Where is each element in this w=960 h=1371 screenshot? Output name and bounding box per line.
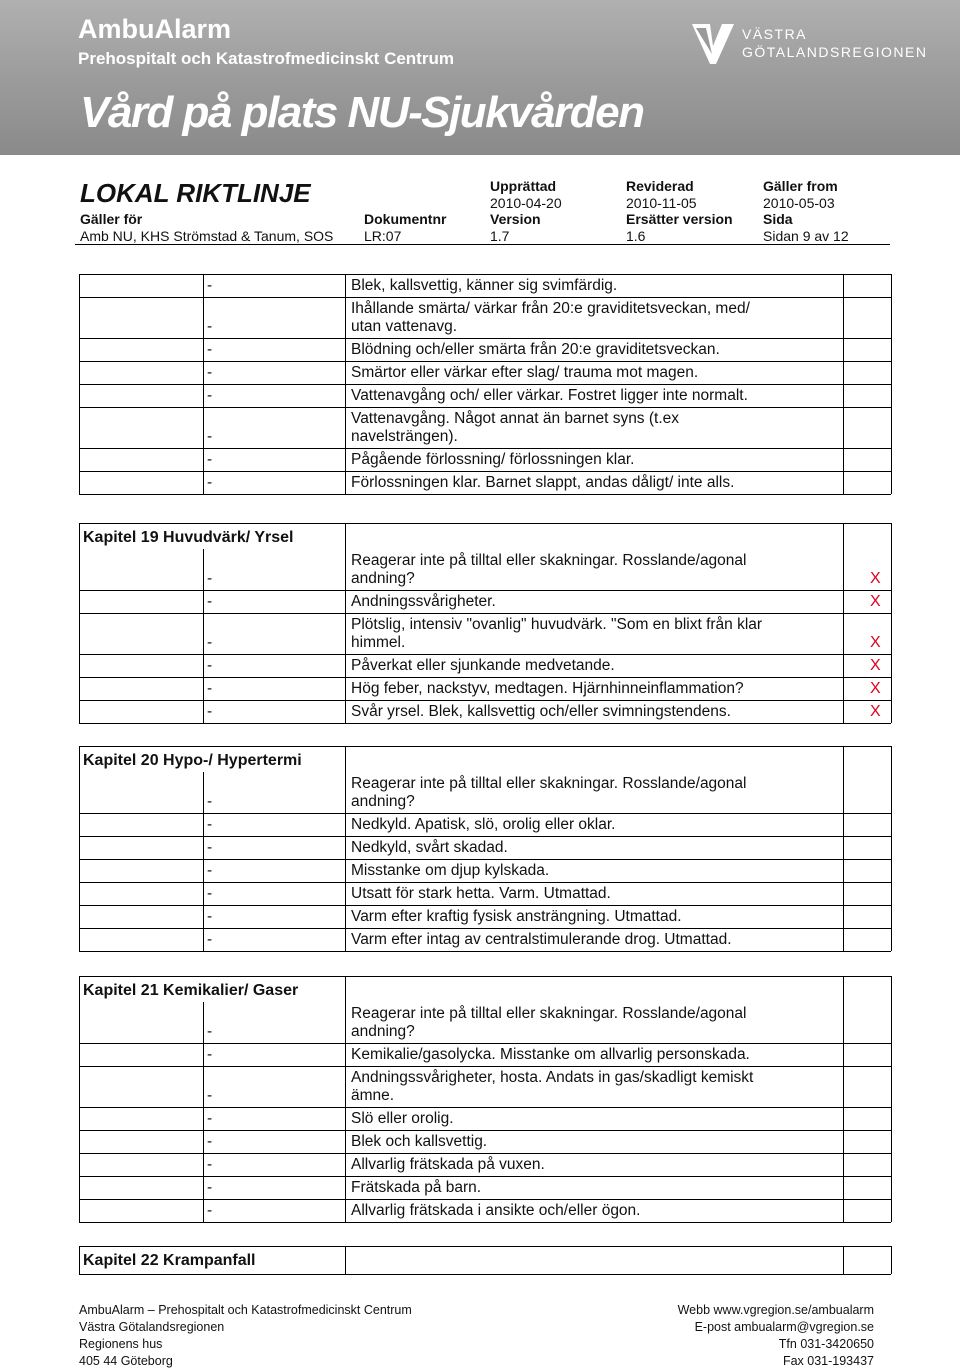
list-item <box>0 1130 960 1153</box>
table-rule <box>79 746 891 747</box>
list-item <box>0 836 960 859</box>
list-item <box>0 677 960 700</box>
chapter-title: Kapitel 20 Hypo-/ Hypertermi <box>83 752 302 769</box>
item-bullet: - <box>207 1023 213 1040</box>
app-name: AmbuAlarm <box>78 14 232 44</box>
list-item <box>0 813 960 836</box>
list-item <box>0 297 960 338</box>
item-text: himmel. <box>351 634 406 651</box>
item-text: Varm efter kraftig fysisk ansträngning. Utmattad. <box>351 908 682 925</box>
priority-mark: X <box>870 593 881 610</box>
item-bullet: - <box>207 1202 213 1219</box>
item-bullet: - <box>207 657 213 674</box>
footer-phone: Tfn 031-3420650 <box>778 1337 874 1351</box>
priority-mark: X <box>870 657 881 674</box>
item-bullet: - <box>207 839 213 856</box>
item-bullet: - <box>207 816 213 833</box>
table-column-rule <box>345 274 346 494</box>
table-column-rule <box>843 1246 844 1274</box>
chapter-title: Kapitel 21 Kemikalier/ Gaser <box>83 982 299 999</box>
list-item <box>0 654 960 677</box>
table-column-rule <box>891 523 892 723</box>
table-column-rule <box>345 1246 346 1274</box>
list-item <box>0 361 960 384</box>
table-column-rule <box>79 746 80 951</box>
table-column-rule <box>345 976 346 1002</box>
item-bullet: - <box>207 1133 213 1150</box>
item-text: Utsatt för stark hetta. Varm. Utmattad. <box>351 885 611 902</box>
list-item <box>0 882 960 905</box>
dokumentnr-label: Dokumentnr <box>364 211 447 227</box>
item-bullet: - <box>207 364 213 381</box>
table-column-rule <box>891 976 892 1222</box>
list-item <box>0 1002 960 1043</box>
chapter-title: Kapitel 19 Huvudvärk/ Yrsel <box>83 529 294 546</box>
list-item <box>0 1066 960 1107</box>
item-bullet: - <box>207 885 213 902</box>
list-item <box>0 338 960 361</box>
item-text: Reagerar inte på tilltal eller skakningar. Rosslande/agonal <box>351 552 747 569</box>
table-column-rule <box>891 274 892 494</box>
document-type: LOKAL RIKTLINJE <box>80 178 311 208</box>
table-rule <box>79 1246 891 1247</box>
list-item <box>0 1043 960 1066</box>
list-item <box>0 859 960 882</box>
item-text: Misstanke om djup kylskada. <box>351 862 550 879</box>
item-text: Vattenavgång och/ eller värkar. Fostret ligger inte normalt. <box>351 387 748 404</box>
item-text: Blek, kallsvettig, känner sig svimfärdig. <box>351 277 618 294</box>
item-text: Plötslig, intensiv "ovanlig" huvudvärk. "Som en blixt från klar <box>351 616 763 633</box>
priority-mark: X <box>870 703 881 720</box>
galler-for-value: Amb NU, KHS Strömstad & Tanum, SOS <box>80 228 334 244</box>
table-rule <box>79 976 891 977</box>
item-text: Blödning och/eller smärta från 20:e graviditetsveckan. <box>351 341 720 358</box>
table-column-rule <box>843 746 844 951</box>
galler-from-label: Gäller from <box>763 178 838 194</box>
table-column-rule <box>891 1246 892 1274</box>
vgr-leaf-icon <box>690 18 736 66</box>
sida-value: Sidan 9 av 12 <box>763 228 849 244</box>
reviderad-value: 2010-11-05 <box>626 195 697 211</box>
list-item <box>0 1153 960 1176</box>
upprattad-label: Upprättad <box>490 178 557 194</box>
ersatter-value: 1.6 <box>626 228 646 244</box>
list-item <box>0 928 960 951</box>
item-bullet: - <box>207 277 213 294</box>
banner-title: Vård på plats NU-Sjukvården <box>80 88 644 137</box>
table-column-rule <box>203 1002 204 1222</box>
galler-for-label: Gäller för <box>80 211 143 227</box>
item-text: Nedkyld, svårt skadad. <box>351 839 508 856</box>
list-item <box>0 1199 960 1222</box>
item-text: utan vattenavg. <box>351 318 457 335</box>
table-rule <box>79 723 891 724</box>
list-item <box>0 384 960 407</box>
chapter-title: Kapitel 22 Krampanfall <box>83 1252 256 1269</box>
footer-address: 405 44 Göteborg <box>79 1354 173 1368</box>
item-bullet: - <box>207 703 213 720</box>
item-bullet: - <box>207 570 213 587</box>
footer-region: Västra Götalandsregionen <box>79 1320 225 1334</box>
table-column-rule <box>345 1002 346 1222</box>
item-text: ämne. <box>351 1087 395 1104</box>
table-rule <box>79 951 891 952</box>
item-text: Blek och kallsvettig. <box>351 1133 488 1150</box>
item-bullet: - <box>207 680 213 697</box>
footer-fax: Fax 031-193437 <box>782 1354 874 1368</box>
table-column-rule <box>203 274 204 494</box>
list-item <box>0 905 960 928</box>
table-column-rule <box>79 1246 80 1274</box>
table-column-rule <box>79 523 80 723</box>
table-column-rule <box>843 976 844 1222</box>
item-bullet: - <box>207 318 213 335</box>
item-text: Andningssvårigheter. <box>351 593 496 610</box>
list-item <box>0 700 960 723</box>
item-bullet: - <box>207 1156 213 1173</box>
vgr-logo <box>690 18 928 71</box>
item-bullet: - <box>207 1087 213 1104</box>
item-text: Smärtor eller värkar efter slag/ trauma mot magen. <box>351 364 699 381</box>
table-column-rule <box>843 523 844 723</box>
version-value: 1.7 <box>490 228 510 244</box>
priority-mark: X <box>870 570 881 587</box>
item-text: Varm efter intag av centralstimulerande drog. Utmattad. <box>351 931 732 948</box>
footer-org: AmbuAlarm – Prehospitalt och Katastrofmedicinskt Centrum <box>79 1303 412 1317</box>
item-text: Påverkat eller sjunkande medvetande. <box>351 657 615 674</box>
item-text: Svår yrsel. Blek, kallsvettig och/eller svimningstendens. <box>351 703 731 720</box>
sida-label: Sida <box>763 211 793 227</box>
item-bullet: - <box>207 451 213 468</box>
item-bullet: - <box>207 862 213 879</box>
table-rule <box>79 494 891 495</box>
item-text: Pågående förlossning/ förlossningen klar. <box>351 451 635 468</box>
item-text: Förlossningen klar. Barnet slappt, andas dåligt/ inte alls. <box>351 474 735 491</box>
item-text: andning? <box>351 570 415 587</box>
table-column-rule <box>345 746 346 772</box>
priority-mark: X <box>870 680 881 697</box>
list-item <box>0 407 960 448</box>
logo-line-2: GÖTALANDSREGIONEN <box>742 44 928 60</box>
item-bullet: - <box>207 1179 213 1196</box>
list-item <box>0 549 960 590</box>
item-text: Slö eller orolig. <box>351 1110 454 1127</box>
list-item <box>0 590 960 613</box>
list-item <box>0 613 960 654</box>
item-text: Andningssvårigheter, hosta. Andats in gas/skadligt kemiskt <box>351 1069 754 1086</box>
footer-email[interactable]: E-post ambualarm@vgregion.se <box>694 1320 874 1334</box>
item-text: andning? <box>351 1023 415 1040</box>
item-bullet: - <box>207 908 213 925</box>
version-label: Version <box>490 211 541 227</box>
item-bullet: - <box>207 474 213 491</box>
footer-house: Regionens hus <box>79 1337 163 1351</box>
priority-mark: X <box>870 634 881 651</box>
table-column-rule <box>891 746 892 951</box>
item-text: Nedkyld. Apatisk, slö, orolig eller oklar. <box>351 816 616 833</box>
table-column-rule <box>345 772 346 951</box>
item-text: andning? <box>351 793 415 810</box>
item-text: Vattenavgång. Något annat än barnet syns (t.ex <box>351 410 680 427</box>
upprattad-value: 2010-04-20 <box>490 195 562 211</box>
logo-line-1: VÄSTRA <box>742 26 808 42</box>
item-bullet: - <box>207 1110 213 1127</box>
table-column-rule <box>79 274 80 494</box>
document-meta-table <box>75 172 890 245</box>
ersatter-label: Ersätter version <box>626 211 733 227</box>
item-text: Kemikalie/gasolycka. Misstanke om allvarlig personskada. <box>351 1046 750 1063</box>
page-header-banner <box>0 0 960 155</box>
table-column-rule <box>203 772 204 951</box>
list-item <box>0 772 960 813</box>
galler-from-value: 2010-05-03 <box>763 195 835 211</box>
item-bullet: - <box>207 634 213 651</box>
item-bullet: - <box>207 387 213 404</box>
item-text: Frätskada på barn. <box>351 1179 482 1196</box>
reviderad-label: Reviderad <box>626 178 694 194</box>
table-rule <box>79 1274 891 1275</box>
list-item <box>0 1176 960 1199</box>
item-bullet: - <box>207 931 213 948</box>
table-column-rule <box>345 549 346 723</box>
list-item <box>0 1107 960 1130</box>
list-item <box>0 448 960 471</box>
item-text: Allvarlig frätskada i ansikte och/eller ögon. <box>351 1202 641 1219</box>
item-bullet: - <box>207 428 213 445</box>
item-bullet: - <box>207 793 213 810</box>
item-text: navelsträngen). <box>351 428 458 445</box>
list-item <box>0 274 960 297</box>
table-column-rule <box>79 976 80 1222</box>
dokumentnr-value: LR:07 <box>364 228 402 244</box>
item-text: Reagerar inte på tilltal eller skakningar. Rosslande/agonal <box>351 775 747 792</box>
footer-web[interactable]: Webb www.vgregion.se/ambualarm <box>677 1303 874 1317</box>
item-text: Hög feber, nackstyv, medtagen. Hjärnhinneinflammation? <box>351 680 744 697</box>
table-column-rule <box>843 274 844 494</box>
table-rule <box>79 523 891 524</box>
item-text: Ihållande smärta/ värkar från 20:e graviditetsveckan, med/ <box>351 300 750 317</box>
table-rule <box>79 1222 891 1223</box>
item-bullet: - <box>207 593 213 610</box>
organisation-subtitle: Prehospitalt och Katastrofmedicinskt Centrum <box>78 49 454 68</box>
item-bullet: - <box>207 1046 213 1063</box>
item-text: Allvarlig frätskada på vuxen. <box>351 1156 545 1173</box>
table-column-rule <box>203 549 204 723</box>
item-bullet: - <box>207 341 213 358</box>
item-text: Reagerar inte på tilltal eller skakningar. Rosslande/agonal <box>351 1005 747 1022</box>
list-item <box>0 471 960 494</box>
table-column-rule <box>345 523 346 549</box>
